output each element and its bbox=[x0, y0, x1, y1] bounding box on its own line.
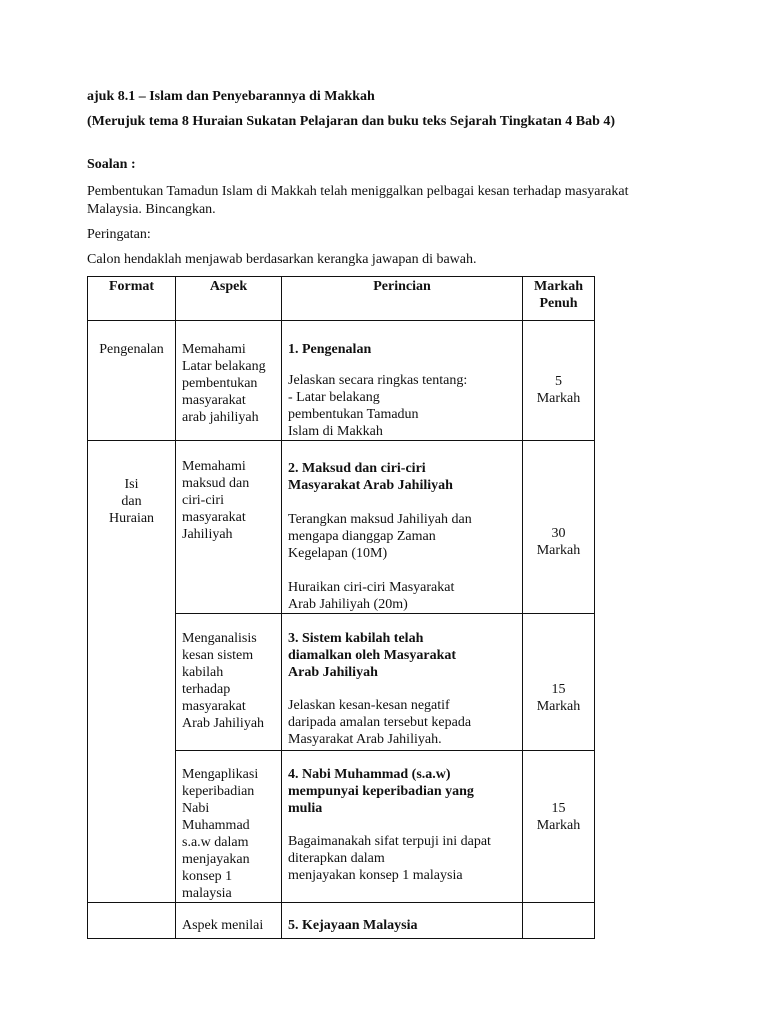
header-aspek: Aspek bbox=[176, 277, 282, 321]
markah-cell: 15 Markah bbox=[523, 614, 595, 751]
table-row bbox=[88, 903, 595, 939]
markah-cell bbox=[523, 903, 595, 939]
question-label: Soalan : bbox=[87, 157, 136, 172]
table-header-row bbox=[88, 277, 595, 321]
warning-label: Peringatan: bbox=[87, 227, 151, 242]
perincian-title: 4. Nabi Muhammad (s.a.w) mempunyai keperibadian yang mulia bbox=[288, 767, 474, 816]
page-title: ajuk 8.1 – Islam dan Penyebarannya di Makkah bbox=[87, 89, 375, 104]
format-cell bbox=[88, 614, 176, 751]
format-cell bbox=[88, 903, 176, 939]
perincian-body: Jelaskan secara ringkas tentang: - Latar belakang pembentukan Tamadun Islam di Makkah bbox=[288, 373, 468, 439]
format-cell: Pengenalan bbox=[88, 321, 176, 441]
perincian-cell bbox=[282, 614, 523, 751]
format-cell bbox=[88, 751, 176, 903]
perincian-title: 1. Pengenalan bbox=[288, 342, 372, 357]
perincian-body: Terangkan maksud Jahiliyah dan mengapa dianggap Zaman Kegelapan (10M) Huraikan ciri-ciri Masyarakat Arab Jahiliyah (20m) bbox=[288, 512, 472, 612]
instruction-text: Calon hendaklah menjawab berdasarkan kerangka jawapan di bawah. bbox=[87, 252, 477, 267]
header-format: Format bbox=[88, 277, 176, 321]
perincian-title: 5. Kejayaan Malaysia bbox=[288, 918, 418, 933]
perincian-title: 2. Maksud dan ciri-ciri Masyarakat Arab Jahiliyah bbox=[288, 461, 453, 493]
markah-cell: 30 Markah bbox=[523, 441, 595, 614]
aspek-cell: Menganalisis kesan sistem kabilah terhadap masyarakat Arab Jahiliyah bbox=[176, 614, 282, 751]
answer-framework-table bbox=[87, 276, 595, 939]
aspek-cell: Mengaplikasi keperibadian Nabi Muhammad s.a.w dalam menjayakan konsep 1 malaysia bbox=[176, 751, 282, 903]
perincian-body: Jelaskan kesan-kesan negatif daripada amalan tersebut kepada Masyarakat Arab Jahiliyah. bbox=[288, 698, 472, 747]
format-cell: Isi dan Huraian bbox=[88, 441, 176, 614]
header-markah: Markah Penuh bbox=[523, 277, 595, 321]
table-row bbox=[88, 751, 595, 903]
table-row bbox=[88, 614, 595, 751]
table-row bbox=[88, 321, 595, 441]
table-row bbox=[88, 441, 595, 614]
perincian-title: 3. Sistem kabilah telah diamalkan oleh Masyarakat Arab Jahiliyah bbox=[288, 631, 457, 680]
aspek-cell: Memahami Latar belakang pembentukan masyarakat arab jahiliyah bbox=[176, 321, 282, 441]
perincian-cell bbox=[282, 903, 523, 939]
perincian-body: Bagaimanakah sifat terpuji ini dapat diterapkan dalam menjayakan konsep 1 malaysia bbox=[288, 834, 491, 883]
perincian-cell bbox=[282, 441, 523, 614]
header-perincian: Perincian bbox=[282, 277, 523, 321]
aspek-cell: Aspek menilai bbox=[176, 903, 282, 939]
markah-cell: 15 Markah bbox=[523, 751, 595, 903]
perincian-cell bbox=[282, 751, 523, 903]
perincian-cell bbox=[282, 321, 523, 441]
page-subtitle: (Merujuk tema 8 Huraian Sukatan Pelajaran dan buku teks Sejarah Tingkatan 4 Bab 4) bbox=[87, 114, 616, 129]
question-text: Pembentukan Tamadun Islam di Makkah telah meniggalkan pelbagai kesan terhadap masyarakat Malaysia. Bincangkan. bbox=[87, 184, 629, 217]
aspek-cell: Memahami maksud dan ciri-ciri masyarakat Jahiliyah bbox=[176, 441, 282, 614]
markah-cell: 5 Markah bbox=[523, 321, 595, 441]
